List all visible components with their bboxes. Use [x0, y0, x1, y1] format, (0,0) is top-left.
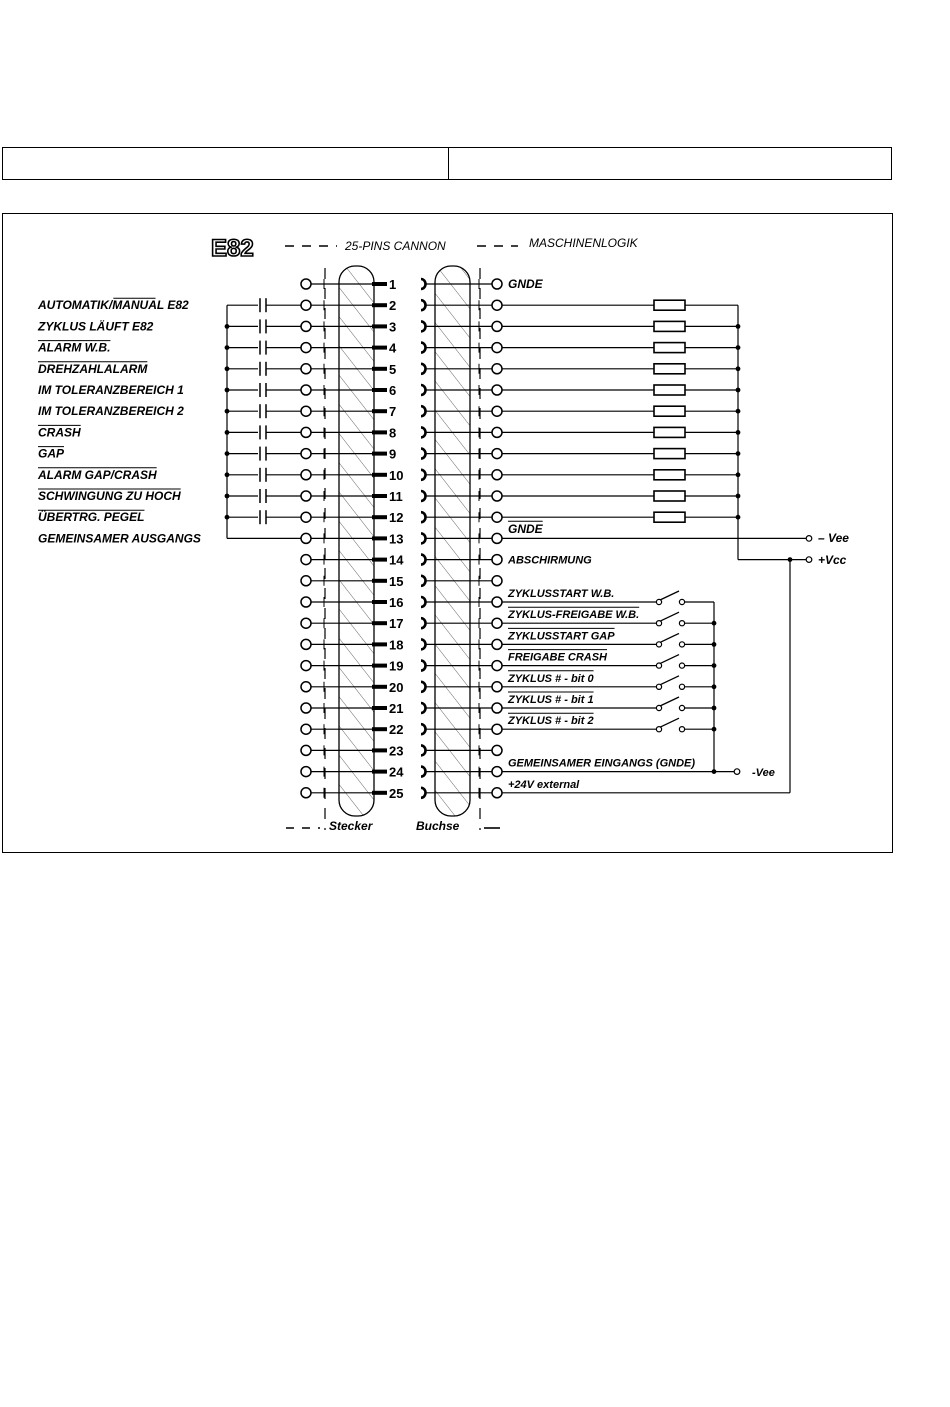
left-label-3: ZYKLUS LÄUFT E82 [38, 319, 154, 334]
socket-contact-24 [421, 767, 426, 777]
pin-stub-13 [372, 536, 387, 540]
socket-body [435, 266, 470, 816]
plug-label: Stecker [329, 819, 373, 833]
load-resistor-2 [654, 300, 685, 310]
load-resistor-9 [654, 449, 685, 459]
plug-body [339, 266, 374, 816]
pin-number-20: 20 [389, 679, 404, 695]
right-terminal-9 [492, 449, 502, 459]
socket-contact-16 [421, 597, 426, 607]
socket-contact-14 [421, 555, 426, 565]
right-terminal-24 [492, 767, 502, 777]
socket-contact-25 [421, 788, 426, 798]
pin-number-18: 18 [389, 637, 404, 653]
pin-stub-12 [372, 515, 387, 519]
right-terminal-16 [492, 597, 502, 607]
right-terminal-13 [492, 533, 502, 543]
switch-contact-b-19 [679, 663, 684, 668]
load-resistor-6 [654, 385, 685, 395]
switch-blade-20 [660, 676, 679, 685]
socket-contact-15 [421, 576, 426, 586]
vee-small-label: -Vee [752, 767, 775, 779]
right-terminal-3 [492, 321, 502, 331]
pin-stub-24 [372, 770, 387, 774]
right-terminal-19 [492, 661, 502, 671]
left-label-13: GEMEINSAMER AUSGANGS [38, 531, 201, 546]
left-terminal-25 [301, 788, 311, 798]
right-terminal-10 [492, 470, 502, 480]
left-terminal-5 [301, 364, 311, 374]
left-terminal-19 [301, 661, 311, 671]
vee-label: – Vee [818, 531, 849, 545]
socket-contact-19 [421, 661, 426, 671]
left-terminal-11 [301, 491, 311, 501]
pin-stub-1 [372, 282, 387, 286]
switch-blade-19 [660, 655, 679, 664]
left-label-8: CRASH [38, 425, 81, 440]
socket-contact-18 [421, 639, 426, 649]
right-terminal-17 [492, 618, 502, 628]
vcc-terminal [806, 557, 812, 563]
pin-stub-23 [372, 748, 387, 752]
right-terminal-18 [492, 639, 502, 649]
left-terminal-21 [301, 703, 311, 713]
right-label-12: GNDE [508, 522, 543, 537]
vee-terminal [806, 536, 812, 542]
right-label-22: ZYKLUS # - bit 2 [508, 715, 594, 728]
left-terminal-3 [301, 321, 311, 331]
right-terminal-12 [492, 512, 502, 522]
right-terminal-21 [492, 703, 502, 713]
switch-blade-18 [660, 633, 679, 642]
switch-contact-b-18 [679, 642, 684, 647]
socket-contact-10 [421, 470, 426, 480]
left-label-11: SCHWINGUNG ZU HOCH [38, 489, 181, 503]
switch-contact-b-22 [679, 727, 684, 732]
socket-contact-9 [421, 449, 426, 459]
pin-number-4: 4 [389, 340, 397, 356]
left-label-12: ÜBERTRG. PEGEL [38, 510, 145, 525]
right-label-19: FREIGABE CRASH [508, 651, 608, 664]
switch-blade-21 [660, 697, 679, 706]
left-terminal-24 [301, 767, 311, 777]
pin-number-8: 8 [389, 425, 397, 441]
load-resistor-3 [654, 321, 685, 331]
pin-stub-19 [372, 664, 387, 668]
left-terminal-12 [301, 512, 311, 522]
socket-contact-12 [421, 512, 426, 522]
right-label-14: ABSCHIRMUNG [508, 554, 592, 567]
load-resistor-4 [654, 343, 685, 353]
right-terminal-7 [492, 406, 502, 416]
socket-contact-21 [421, 703, 426, 713]
left-label-2: AUTOMATIK/MANUAL E82 [38, 298, 189, 313]
pin-stub-15 [372, 579, 387, 583]
pin-number-14: 14 [389, 552, 404, 568]
right-terminal-4 [492, 343, 502, 353]
socket-contact-4 [421, 343, 426, 353]
left-terminal-18 [301, 639, 311, 649]
switch-contact-b-17 [679, 621, 684, 626]
right-terminal-15 [492, 576, 502, 586]
left-label-10: ALARM GAP/CRASH [38, 467, 157, 482]
load-resistor-5 [654, 364, 685, 374]
pin-number-6: 6 [389, 383, 397, 398]
right-terminal-1 [492, 279, 502, 289]
socket-contact-3 [421, 321, 426, 331]
pin-stub-11 [372, 494, 387, 498]
left-terminal-22 [301, 724, 311, 734]
vcc-label: +Vcc [818, 553, 847, 567]
left-terminal-6 [301, 385, 311, 395]
load-resistor-7 [654, 406, 685, 416]
right-terminal-8 [492, 427, 502, 437]
pin-number-7: 7 [389, 404, 397, 420]
right-label-16: ZYKLUSSTART W.B. [508, 588, 615, 600]
machine-logic-label: MASCHINENLOGIK [529, 236, 638, 250]
pin-stub-2 [372, 303, 387, 307]
left-label-7: IM TOLERANZBEREICH 2 [38, 404, 184, 419]
pin-stub-6 [372, 388, 387, 392]
left-terminal-9 [301, 449, 311, 459]
right-label-18: ZYKLUSSTART GAP [508, 630, 615, 643]
left-label-9: GAP [38, 446, 65, 461]
left-terminal-10 [301, 470, 311, 480]
pin-stub-21 [372, 706, 387, 710]
socket-contact-22 [421, 724, 426, 734]
pin-stub-4 [372, 346, 387, 350]
pin-number-17: 17 [389, 616, 404, 632]
right-label-25: +24V external [508, 778, 580, 791]
left-label-4: ALARM W.B. [38, 340, 111, 355]
right-label-1: GNDE [508, 277, 543, 291]
left-terminal-8 [301, 427, 311, 437]
pin-stub-14 [372, 558, 387, 562]
right-label-21: ZYKLUS # - bit 1 [508, 694, 594, 706]
switch-blade-17 [660, 612, 679, 621]
right-terminal-11 [492, 491, 502, 501]
left-label-5: DREHZAHLALARM [38, 361, 148, 376]
pin-number-12: 12 [389, 510, 404, 526]
pin-stub-16 [372, 600, 387, 604]
left-terminal-14 [301, 555, 311, 565]
right-label-20: ZYKLUS # - bit 0 [508, 672, 594, 685]
diagram-title: E82 [211, 235, 254, 262]
pin-number-2: 2 [389, 298, 397, 314]
pin-stub-8 [372, 430, 387, 434]
socket-contact-8 [421, 427, 426, 437]
pin-number-13: 13 [389, 531, 404, 547]
right-label-24: GEMEINSAMER EINGANGS (GNDE) [508, 757, 696, 770]
socket-contact-7 [421, 406, 426, 416]
left-terminal-2 [301, 300, 311, 310]
load-resistor-10 [654, 470, 685, 480]
switch-contact-b-16 [679, 599, 684, 604]
pin-number-25: 25 [389, 785, 404, 801]
right-terminal-6 [492, 385, 502, 395]
pin-stub-22 [372, 727, 387, 731]
pin-number-16: 16 [389, 595, 404, 610]
vee-small-terminal [734, 769, 740, 775]
pin-number-15: 15 [389, 573, 404, 589]
socket-label: Buchse [416, 819, 460, 833]
pin-rows [37, 277, 812, 801]
right-terminal-14 [492, 555, 502, 565]
pin-stub-9 [372, 452, 387, 456]
pin-number-11: 11 [389, 489, 403, 504]
pin-number-21: 21 [389, 701, 404, 716]
socket-contact-17 [421, 618, 426, 628]
pin-number-1: 1 [389, 277, 397, 292]
pin-stub-10 [372, 473, 387, 477]
left-label-6: IM TOLERANZBEREICH 1 [38, 383, 184, 397]
switch-blade-16 [660, 591, 679, 600]
pin-number-9: 9 [389, 446, 397, 462]
left-terminal-23 [301, 745, 311, 755]
pin-stub-20 [372, 685, 387, 689]
switch-blade-22 [660, 718, 679, 727]
pin-number-10: 10 [389, 467, 404, 483]
left-terminal-20 [301, 682, 311, 692]
load-resistor-11 [654, 491, 685, 501]
pin-stub-7 [372, 409, 387, 413]
pin-number-19: 19 [389, 658, 404, 674]
right-terminal-22 [492, 724, 502, 734]
socket-contact-2 [421, 300, 426, 310]
left-terminal-15 [301, 576, 311, 586]
load-resistor-8 [654, 427, 685, 437]
load-resistor-12 [654, 512, 685, 522]
pin-stub-3 [372, 324, 387, 328]
socket-contact-5 [421, 364, 426, 374]
switch-contact-b-21 [679, 705, 684, 710]
right-terminal-20 [492, 682, 502, 692]
right-terminal-2 [492, 300, 502, 310]
left-terminal-4 [301, 343, 311, 353]
left-terminal-13 [301, 533, 311, 543]
switch-contact-b-20 [679, 684, 684, 689]
pin-stub-17 [372, 621, 387, 625]
socket-contact-23 [421, 745, 426, 755]
socket-contact-20 [421, 682, 426, 692]
left-terminal-16 [301, 597, 311, 607]
pin-number-3: 3 [389, 319, 397, 335]
socket-contact-11 [421, 491, 426, 501]
common-input-node [712, 769, 717, 774]
right-terminal-23 [492, 745, 502, 755]
pin-number-5: 5 [389, 361, 397, 377]
pin-stub-18 [372, 642, 387, 646]
socket-contact-6 [421, 385, 426, 395]
socket-contact-13 [421, 533, 426, 543]
pin-number-22: 22 [389, 722, 404, 738]
pin-stub-5 [372, 367, 387, 371]
pin-number-23: 23 [389, 743, 404, 759]
right-terminal-5 [492, 364, 502, 374]
socket-contact-1 [421, 279, 426, 289]
pin-number-24: 24 [389, 764, 404, 780]
right-label-17: ZYKLUS-FREIGABE W.B. [508, 609, 640, 622]
left-terminal-7 [301, 406, 311, 416]
left-terminal-1 [301, 279, 311, 289]
right-terminal-25 [492, 788, 502, 798]
connector-label: 25-PINS CANNON [345, 239, 446, 253]
pin-stub-25 [372, 791, 387, 795]
left-terminal-17 [301, 618, 311, 628]
